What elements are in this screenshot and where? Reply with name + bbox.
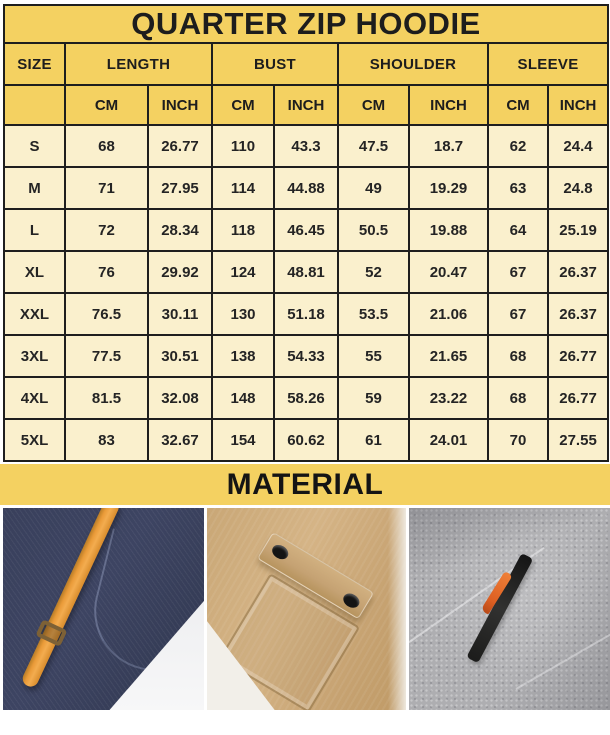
measurement-cell: 49 (338, 167, 409, 209)
measurement-cell: 59 (338, 377, 409, 419)
unit-cell: CM (212, 85, 274, 125)
measurement-cell: 62 (488, 125, 548, 167)
table-row-4xl (4, 377, 608, 419)
measurement-cell: 154 (212, 419, 274, 461)
measurement-cell: 47.5 (338, 125, 409, 167)
chart-title: QUARTER ZIP HOODIE (4, 5, 608, 43)
measurement-cell: 26.37 (548, 251, 608, 293)
table-row-5xl (4, 419, 608, 461)
unit-cell: CM (338, 85, 409, 125)
unit-cell: INCH (409, 85, 488, 125)
unit-cell: INCH (274, 85, 338, 125)
size-label-cell: S (4, 125, 65, 167)
measurement-cell: 44.88 (274, 167, 338, 209)
measurement-cell: 76.5 (65, 293, 148, 335)
column-group-size: SIZE (4, 43, 65, 85)
measurement-cell: 64 (488, 209, 548, 251)
measurement-cell: 138 (212, 335, 274, 377)
measurement-cell: 27.95 (148, 167, 212, 209)
measurement-cell: 118 (212, 209, 274, 251)
measurement-cell: 71 (65, 167, 148, 209)
measurement-cell: 24.01 (409, 419, 488, 461)
measurement-cell: 76 (65, 251, 148, 293)
unit-cell: CM (65, 85, 148, 125)
measurement-cell: 48.81 (274, 251, 338, 293)
measurement-cell: 55 (338, 335, 409, 377)
column-group-bust: BUST (212, 43, 338, 85)
measurement-cell: 60.62 (274, 419, 338, 461)
measurement-cell: 21.65 (409, 335, 488, 377)
unit-cell-empty (4, 85, 65, 125)
measurement-cell: 20.47 (409, 251, 488, 293)
measurement-cell: 148 (212, 377, 274, 419)
measurement-cell: 54.33 (274, 335, 338, 377)
table-row-xl (4, 251, 608, 293)
material-photo-khaki-pocket (207, 508, 406, 710)
column-group-shoulder: SHOULDER (338, 43, 488, 85)
measurement-cell: 51.18 (274, 293, 338, 335)
measurement-cell: 68 (488, 377, 548, 419)
table-row-m (4, 167, 608, 209)
unit-cell: CM (488, 85, 548, 125)
measurement-cell: 26.77 (548, 335, 608, 377)
size-label-cell: XL (4, 251, 65, 293)
measurement-cell: 110 (212, 125, 274, 167)
measurement-cell: 81.5 (65, 377, 148, 419)
measurement-cell: 43.3 (274, 125, 338, 167)
measurement-cell: 70 (488, 419, 548, 461)
measurement-cell: 68 (488, 335, 548, 377)
measurement-cell: 50.5 (338, 209, 409, 251)
photo-background-edge (388, 508, 406, 710)
measurement-cell: 27.55 (548, 419, 608, 461)
size-label-cell: M (4, 167, 65, 209)
snap-button-icon (341, 591, 362, 611)
measurement-cell: 19.29 (409, 167, 488, 209)
size-label-cell: 4XL (4, 377, 65, 419)
size-chart-table (3, 4, 609, 462)
measurement-cell: 26.37 (548, 293, 608, 335)
measurement-cell: 46.45 (274, 209, 338, 251)
size-label-cell: XXL (4, 293, 65, 335)
table-row-3xl (4, 335, 608, 377)
measurement-cell: 30.11 (148, 293, 212, 335)
material-heading-band (0, 464, 610, 505)
material-photo-gray-fleece (409, 508, 610, 710)
measurement-cell: 53.5 (338, 293, 409, 335)
measurement-cell: 68 (65, 125, 148, 167)
size-label-cell: 3XL (4, 335, 65, 377)
measurement-cell: 21.06 (409, 293, 488, 335)
measurement-cell: 72 (65, 209, 148, 251)
measurement-cell: 18.7 (409, 125, 488, 167)
table-row-xxl (4, 293, 608, 335)
measurement-cell: 24.4 (548, 125, 608, 167)
column-group-sleeve: SLEEVE (488, 43, 608, 85)
measurement-cell: 30.51 (148, 335, 212, 377)
gray-fabric-shading (409, 508, 610, 710)
material-photo-navy-fleece (3, 508, 204, 710)
measurement-cell: 32.08 (148, 377, 212, 419)
measurement-cell: 23.22 (409, 377, 488, 419)
unit-cell: INCH (148, 85, 212, 125)
material-photos (0, 508, 610, 710)
measurement-cell: 83 (65, 419, 148, 461)
measurement-cell: 32.67 (148, 419, 212, 461)
measurement-cell: 130 (212, 293, 274, 335)
table-row-s (4, 125, 608, 167)
measurement-cell: 61 (338, 419, 409, 461)
measurement-cell: 124 (212, 251, 274, 293)
measurement-cell: 114 (212, 167, 274, 209)
measurement-cell: 52 (338, 251, 409, 293)
measurement-cell: 25.19 (548, 209, 608, 251)
snap-button-icon (270, 542, 291, 562)
measurement-cell: 67 (488, 293, 548, 335)
measurement-cell: 77.5 (65, 335, 148, 377)
measurement-cell: 28.34 (148, 209, 212, 251)
measurement-cell: 19.88 (409, 209, 488, 251)
column-group-length: LENGTH (65, 43, 212, 85)
measurement-cell: 26.77 (548, 377, 608, 419)
measurement-cell: 24.8 (548, 167, 608, 209)
measurement-cell: 58.26 (274, 377, 338, 419)
measurement-cell: 29.92 (148, 251, 212, 293)
measurement-cell: 26.77 (148, 125, 212, 167)
measurement-cell: 63 (488, 167, 548, 209)
unit-cell: INCH (548, 85, 608, 125)
size-label-cell: L (4, 209, 65, 251)
table-row-l (4, 209, 608, 251)
material-heading: MATERIAL (226, 467, 384, 501)
size-label-cell: 5XL (4, 419, 65, 461)
measurement-cell: 67 (488, 251, 548, 293)
